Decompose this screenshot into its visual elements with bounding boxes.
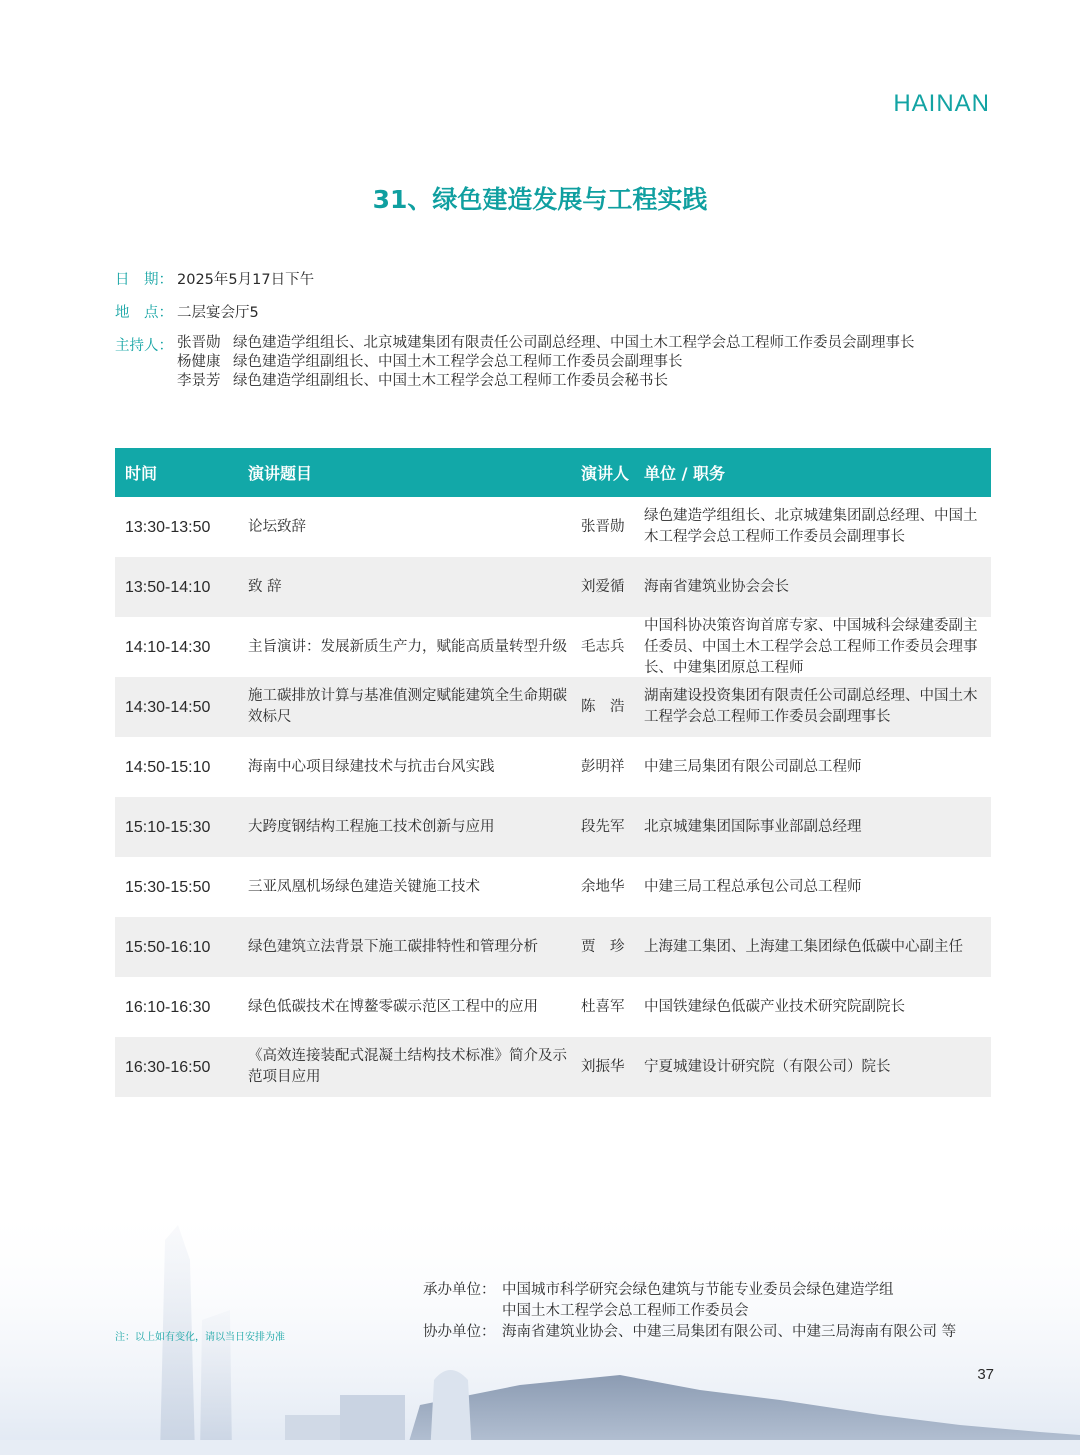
row-time: 16:30-16:50	[125, 1058, 211, 1076]
row-org: 上海建工集团、上海建工集团绿色低碳中心副主任	[644, 938, 963, 955]
host-label: 主持人：	[115, 338, 173, 354]
table-row	[115, 797, 991, 857]
row-time: 15:50-16:10	[125, 938, 211, 956]
row-time: 14:50-15:10	[125, 758, 211, 776]
row-speaker: 张晋勋	[581, 518, 625, 535]
row-topic: 绿色低碳技术在博鳌零碳示范区工程中的应用	[248, 998, 538, 1015]
host-item	[177, 334, 915, 353]
place-value: 二层宴会厅5	[177, 305, 259, 321]
place-label: 地 点：	[115, 305, 173, 321]
host-unit-line	[423, 1301, 956, 1322]
table-row	[115, 557, 991, 617]
row-org: 湖南建设投资集团有限责任公司副总经理、中国土木工程学会总工程师工作委员会副理事长	[644, 688, 978, 725]
session-info	[115, 268, 995, 389]
row-org: 中国科协决策咨询首席专家、中国城科会绿建委副主任委员、中国土木工程学会总工程师工作委员会理事长、中建集团原总工程师	[644, 617, 978, 676]
host-role: 绿色建造学组副组长、中国土木工程学会总工程师工作委员会秘书长	[233, 373, 668, 389]
row-org: 中国铁建绿色低碳产业技术研究院副院长	[644, 998, 905, 1015]
row-topic: 《高效连接装配式混凝土结构技术标准》简介及示范项目应用	[248, 1048, 567, 1085]
row-time: 14:10-14:30	[125, 638, 211, 656]
row-speaker: 毛志兵	[581, 638, 625, 655]
host-item	[177, 353, 915, 372]
host-unit: 中国土木工程学会总工程师工作委员会	[502, 1303, 749, 1319]
row-time: 15:30-15:50	[125, 878, 211, 896]
table-row	[115, 677, 991, 737]
table-row	[115, 617, 991, 677]
row-speaker: 段先军	[581, 818, 625, 835]
host-unit-line	[423, 1280, 956, 1301]
host-unit-label: 承办单位：	[423, 1282, 496, 1298]
place-row	[115, 301, 995, 334]
row-speaker: 贾 珍	[581, 938, 625, 955]
brand-label: HAINAN	[893, 90, 990, 117]
host-name: 李景芳	[177, 373, 221, 389]
date-row	[115, 268, 995, 301]
organizers	[423, 1280, 956, 1343]
row-topic: 论坛致辞	[248, 518, 306, 535]
table-row	[115, 737, 991, 797]
row-time: 15:10-15:30	[125, 818, 211, 836]
date-value: 2025年5月17日下午	[177, 272, 315, 288]
row-topic: 大跨度钢结构工程施工技术创新与应用	[248, 818, 495, 835]
table-row	[115, 1037, 991, 1097]
page-title: 31、绿色建造发展与工程实践	[372, 185, 708, 214]
co-units: 海南省建筑业协会、中建三局集团有限公司、中建三局海南有限公司 等	[502, 1324, 957, 1340]
row-topic: 主旨演讲：发展新质生产力，赋能高质量转型升级	[248, 638, 567, 655]
host-unit: 中国城市科学研究会绿色建筑与节能专业委员会绿色建造学组	[502, 1282, 894, 1298]
header-time: 时间	[125, 464, 158, 483]
row-time: 13:50-14:10	[125, 578, 211, 596]
row-topic: 致 辞	[248, 578, 282, 595]
row-time: 14:30-14:50	[125, 698, 211, 716]
host-row	[115, 334, 995, 389]
row-topic: 施工碳排放计算与基准值测定赋能建筑全生命期碳效标尺	[248, 688, 567, 725]
row-speaker: 杜喜军	[581, 998, 625, 1015]
co-unit-line	[423, 1322, 956, 1343]
schedule-table	[115, 448, 991, 1097]
row-topic: 绿色建筑立法背景下施工碳排特性和管理分析	[248, 938, 538, 955]
header-speaker: 演讲人	[581, 464, 630, 483]
host-list	[177, 334, 915, 391]
co-unit-label: 协办单位：	[423, 1324, 496, 1340]
row-org: 海南省建筑业协会会长	[644, 578, 789, 595]
row-speaker: 刘爱循	[581, 578, 625, 595]
row-topic: 海南中心项目绿建技术与抗击台风实践	[248, 758, 495, 775]
table-row	[115, 917, 991, 977]
host-name: 杨健康	[177, 354, 221, 370]
row-org: 绿色建造学组组长、北京城建集团副总经理、中国土木工程学会总工程师工作委员会副理事长	[644, 508, 978, 545]
host-item	[177, 372, 915, 391]
table-row	[115, 857, 991, 917]
header-topic: 演讲题目	[248, 464, 313, 483]
table-header	[115, 448, 991, 497]
row-org: 宁夏城建设计研究院（有限公司）院长	[644, 1058, 891, 1075]
row-speaker: 刘振华	[581, 1058, 625, 1075]
row-speaker: 陈 浩	[581, 698, 625, 715]
host-role: 绿色建造学组副组长、中国土木工程学会总工程师工作委员会副理事长	[233, 354, 683, 370]
date-label: 日 期：	[115, 272, 173, 288]
row-org: 北京城建集团国际事业部副总经理	[644, 818, 862, 835]
row-time: 16:10-16:30	[125, 998, 211, 1016]
row-org: 中建三局集团有限公司副总工程师	[644, 758, 862, 775]
row-time: 13:30-13:50	[125, 518, 211, 536]
row-org: 中建三局工程总承包公司总工程师	[644, 878, 862, 895]
row-topic: 三亚凤凰机场绿色建造关键施工技术	[248, 878, 480, 895]
row-speaker: 余地华	[581, 878, 625, 895]
table-row	[115, 977, 991, 1037]
change-note: 注：以上如有变化，请以当日安排为准	[115, 1332, 285, 1343]
host-role: 绿色建造学组组长、北京城建集团有限责任公司副总经理、中国土木工程学会总工程师工作委员会副理事长	[233, 335, 915, 351]
table-row	[115, 497, 991, 557]
host-name: 张晋勋	[177, 335, 221, 351]
header-org: 单位 / 职务	[644, 464, 725, 483]
row-speaker: 彭明祥	[581, 758, 625, 775]
page-number: 37	[977, 1366, 994, 1383]
